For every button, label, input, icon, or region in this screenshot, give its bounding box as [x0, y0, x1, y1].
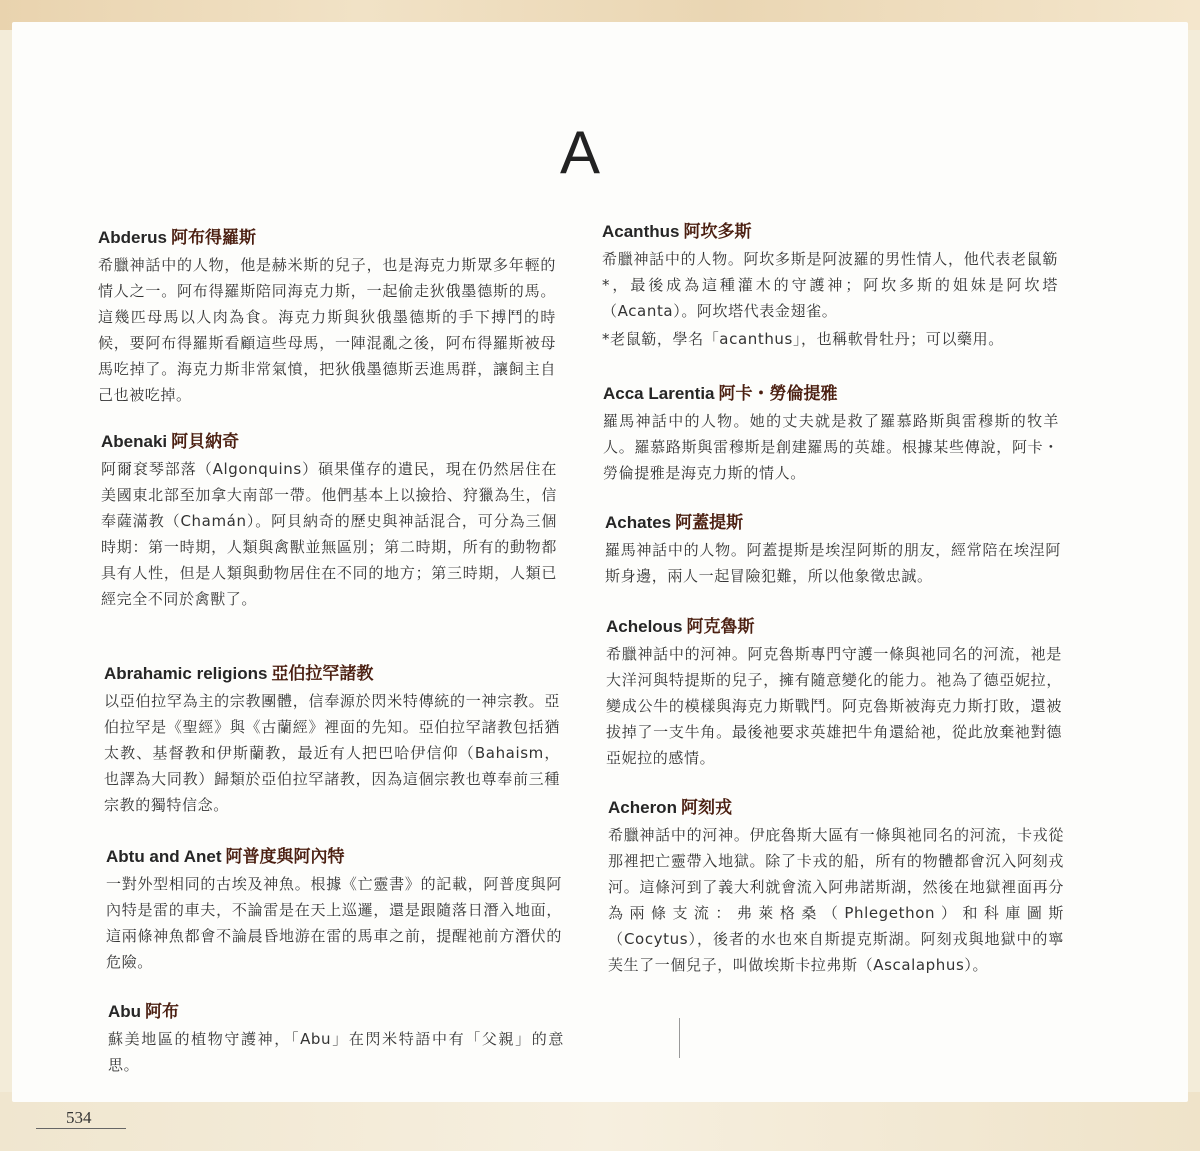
entry-name-zh: 阿蓋提斯	[675, 513, 744, 532]
scan-mark	[679, 1018, 680, 1058]
entry-text: 希臘神話中的河神。伊庇魯斯大區有一條與祂同名的河流，卡戎從那裡把亡靈帶入地獄。除了卡戎的船，所有的物體都會沉入阿刻戎河。這條河到了義大利就會流入阿弗諾斯湖，然後在地獄裡面再分為兩條支流：弗萊格桑（Phlegethon）和科庫圖斯（Cocytus），後者的水也來自斯提克斯湖。阿刻戎與地獄中的寧芙生了一個兒子，叫做埃斯卡拉弗斯（Ascalaphus）。	[608, 826, 1064, 974]
entry-name-en: Acanthus	[602, 222, 680, 241]
entry-name-zh: 亞伯拉罕諸教	[271, 664, 374, 683]
entry-name-zh: 阿布	[145, 1002, 180, 1021]
entry-name-en: Abrahamic religions	[104, 664, 268, 683]
page-number: 534	[66, 1108, 92, 1127]
entry-text: 阿爾袞琴部落（Algonquins）碩果僅存的遺民，現在仍然居住在美國東北部至加拿大南部一帶。他們基本上以撿拾、狩獵為生，信奉薩滿教（Chamán）。阿貝納奇的歷史與神話混合，可分為三個時期：第一時期，人類與禽獸並無區別；第二時期，所有的動物都具有人性，但是人類與動物居住在不同的地方；第三時期，人類已經完全不同於禽獸了。	[101, 460, 557, 608]
page-number-rule	[36, 1128, 126, 1129]
entry-text: 一對外型相同的古埃及神魚。根據《亡靈書》的記載，阿普度與阿內特是雷的車夫，不論雷是在天上巡邏，還是跟隨落日潛入地面，這兩條神魚都會不論晨昏地游在雷的馬車之前，提醒祂前方潛伏的危險。	[106, 875, 562, 971]
entry-name-zh: 阿克魯斯	[686, 617, 755, 636]
entry-name-en: Abenaki	[101, 432, 168, 451]
entry-heading	[605, 511, 1061, 535]
entry-name-zh: 阿普度與阿內特	[225, 847, 345, 866]
entry-text: 蘇美地區的植物守護神，「Abu」在閃米特語中有「父親」的意思。	[108, 1030, 564, 1074]
entry-abrahamic-religions	[104, 662, 560, 818]
entry-abu	[108, 1000, 564, 1078]
section-letter-heading: A	[559, 119, 601, 186]
entry-name-zh: 阿卡・勞倫提雅	[718, 384, 838, 403]
entry-name-en: Abu	[108, 1002, 142, 1021]
entry-heading	[98, 226, 556, 250]
entry-text: 希臘神話中的人物。阿坎多斯是阿波羅的男性情人，他代表老鼠簕*，最後成為這種灌木的守護神；阿坎多斯的姐妹是阿坎塔（Acanta）。阿坎塔代表金翅雀。	[602, 250, 1058, 320]
entry-heading	[603, 382, 1059, 406]
entry-heading	[608, 796, 1064, 820]
entry-text: 希臘神話中的河神。阿克魯斯專門守護一條與祂同名的河流，祂是大洋河與特提斯的兒子，擁有隨意變化的能力。祂為了德亞妮拉，變成公牛的模樣與海克力斯戰鬥。阿克魯斯被海克力斯打敗，還被拔掉了一支牛角。最後祂要求英雄把牛角還給祂，從此放棄祂對德亞妮拉的感情。	[606, 645, 1062, 767]
entry-name-en: Abtu and Anet	[106, 847, 222, 866]
entry-name-en: Acheron	[608, 798, 677, 817]
entry-achelous	[606, 615, 1062, 771]
entry-heading	[104, 662, 560, 686]
entry-text: 羅馬神話中的人物。她的丈夫就是救了羅慕路斯與雷穆斯的牧羊人。羅慕路斯與雷穆斯是創建羅馬的英雄。根據某些傳說，阿卡・勞倫提雅是海克力斯的情人。	[603, 412, 1059, 482]
entry-text: 希臘神話中的人物，他是赫米斯的兒子，也是海克力斯眾多年輕的情人之一。阿布得羅斯陪同海克力斯，一起偷走狄俄墨德斯的馬。這幾匹母馬以人肉為食。海克力斯與狄俄墨德斯的手下搏鬥的時候，要阿布得羅斯看顧這些母馬，一陣混亂之後，阿布得羅斯被母馬吃掉了。海克力斯非常氣憤，把狄俄墨德斯丟進馬群，讓飼主自己也被吃掉。	[98, 256, 556, 404]
entry-name-zh: 阿貝納奇	[171, 432, 240, 451]
entry-name-en: Achates	[605, 513, 672, 532]
entry-name-zh: 阿刻戎	[680, 798, 732, 817]
entry-acanthus	[602, 220, 1058, 352]
entry-heading	[108, 1000, 564, 1024]
entry-footnote: *老鼠簕，學名「acanthus」，也稱軟骨牡丹；可以藥用。	[602, 330, 1004, 348]
entry-heading	[602, 220, 1058, 244]
entry-achates	[605, 511, 1061, 589]
entry-heading	[606, 615, 1062, 639]
entry-text: 羅馬神話中的人物。阿蓋提斯是埃涅阿斯的朋友，經常陪在埃涅阿斯身邊，兩人一起冒險犯難，所以他象徵忠誠。	[605, 541, 1061, 585]
entry-name-zh: 阿布得羅斯	[170, 228, 256, 247]
entry-text: 以亞伯拉罕為主的宗教團體，信奉源於閃米特傳統的一神宗教。亞伯拉罕是《聖經》與《古蘭經》裡面的先知。亞伯拉罕諸教包括猶太教、基督教和伊斯蘭教，最近有人把巴哈伊信仰（Bahaism，也譯為大同教）歸類於亞伯拉罕諸教，因為這個宗教也尊奉前三種宗教的獨特信念。	[104, 692, 560, 814]
entry-name-zh: 阿坎多斯	[683, 222, 752, 241]
entry-heading	[106, 845, 562, 869]
entry-abenaki	[101, 430, 557, 612]
entry-abderus	[98, 226, 556, 408]
entry-name-en: Acca Larentia	[603, 384, 715, 403]
entry-name-en: Achelous	[606, 617, 683, 636]
entry-acheron	[608, 796, 1064, 978]
entry-abtu-and-anet	[106, 845, 562, 975]
entry-heading	[101, 430, 557, 454]
entry-acca-larentia	[603, 382, 1059, 486]
entry-name-en: Abderus	[98, 228, 167, 247]
